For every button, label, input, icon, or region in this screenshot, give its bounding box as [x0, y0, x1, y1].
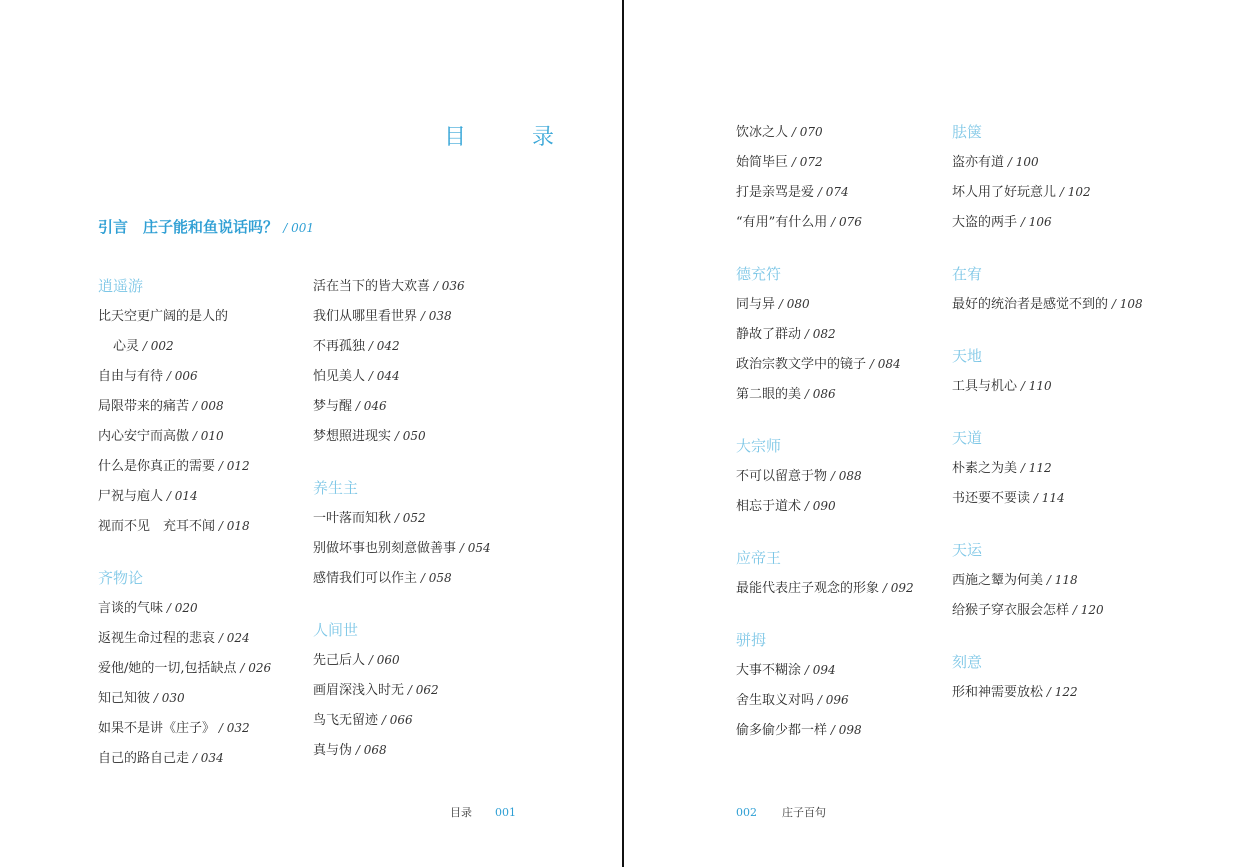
entry-page-number: / 090	[801, 499, 836, 513]
toc-entry[interactable]	[952, 677, 1143, 707]
entry-page-number: / 002	[139, 339, 174, 353]
entry-title: 真与伪	[313, 743, 353, 758]
entry-title: 比天空更广阔的是人的	[98, 309, 229, 324]
footer-label: 庄子百句	[782, 806, 826, 819]
page-title: 目 录	[444, 125, 577, 150]
entry-page-number: / 096	[814, 693, 849, 707]
entry-page-number: / 060	[365, 653, 400, 667]
entry-page-number: / 036	[430, 279, 465, 293]
footer-page-number: 001	[495, 806, 516, 819]
entry-title: 最好的统治者是感觉不到的	[952, 297, 1109, 312]
toc-entry[interactable]	[736, 289, 914, 319]
entry-title: 工具与机心	[952, 379, 1018, 394]
toc-entry[interactable]	[313, 735, 491, 765]
entry-title: 感情我们可以作主	[313, 571, 418, 586]
toc-section	[313, 271, 491, 451]
toc-entry[interactable]	[736, 349, 914, 379]
entry-title: 梦与醒	[313, 399, 353, 414]
toc-entry[interactable]	[313, 705, 491, 735]
entry-page-number: / 030	[150, 691, 185, 705]
entry-title: 静故了群动	[736, 327, 802, 342]
section-title[interactable]: 养生主	[313, 479, 359, 497]
left-page	[0, 0, 622, 867]
toc-entry[interactable]	[736, 715, 914, 745]
entry-title: 尸祝与庖人	[98, 489, 164, 504]
entry-page-number: / 108	[1108, 297, 1143, 311]
toc-entry[interactable]	[313, 675, 491, 705]
entry-title: 先己后人	[313, 653, 366, 668]
toc-entry[interactable]	[98, 391, 271, 421]
section-spacer	[736, 409, 914, 431]
toc-entry[interactable]	[736, 117, 914, 147]
toc-entry[interactable]	[736, 491, 914, 521]
entry-page-number: / 038	[417, 309, 452, 323]
entry-title: 画眉深浅入时无	[313, 683, 405, 698]
toc-entry[interactable]	[736, 655, 914, 685]
entry-title: 言谈的气味	[98, 601, 164, 616]
left-footer	[450, 804, 516, 820]
toc-entry[interactable]	[98, 743, 271, 773]
right-page	[626, 0, 1249, 867]
entry-page-number: / 070	[788, 125, 823, 139]
entry-page-number: / 054	[456, 541, 491, 555]
entry-title: 怕见美人	[313, 369, 366, 384]
toc-entry[interactable]	[313, 271, 491, 301]
intro-entry[interactable]	[98, 216, 314, 237]
section-title[interactable]: 逍遥游	[98, 277, 144, 295]
toc-entry[interactable]	[952, 483, 1143, 513]
section-title[interactable]: 人间世	[313, 621, 359, 639]
entry-title: 坏人用了好玩意儿	[952, 185, 1057, 200]
toc-entry[interactable]	[313, 421, 491, 451]
intro-label: 引言 庄子能和鱼说话吗？	[98, 218, 279, 236]
toc-section	[952, 341, 1143, 401]
toc-entry[interactable]	[736, 573, 914, 603]
toc-entry[interactable]	[313, 645, 491, 675]
entry-page-number: / 086	[801, 387, 836, 401]
toc-entry[interactable]	[952, 453, 1143, 483]
entry-title: 鸟飞无留迹	[313, 713, 379, 728]
entry-page-number: / 046	[352, 399, 387, 413]
left-column-1	[98, 271, 271, 773]
entry-title: 如果不是讲《庄子》	[98, 721, 216, 736]
entry-page-number: / 110	[1017, 379, 1052, 393]
entry-page-number: / 114	[1030, 491, 1065, 505]
toc-entry[interactable]	[736, 319, 914, 349]
toc-entry[interactable]	[98, 301, 271, 331]
entry-page-number: / 024	[215, 631, 250, 645]
entry-page-number: / 100	[1004, 155, 1039, 169]
entry-title: 政治宗教文学中的镜子	[736, 357, 867, 372]
section-spacer	[952, 625, 1143, 647]
entry-title: 内心安宁而高傲	[98, 429, 190, 444]
toc-entry[interactable]	[98, 421, 271, 451]
entry-title: 同与异	[736, 297, 776, 312]
entry-title: 知己知彼	[98, 691, 151, 706]
entry-page-number: / 050	[391, 429, 426, 443]
entry-page-number: / 098	[827, 723, 862, 737]
section-title[interactable]: 胠箧	[952, 123, 983, 141]
entry-title: 盗亦有道	[952, 155, 1005, 170]
entry-title: 不可以留意于物	[736, 469, 828, 484]
entry-page-number: / 006	[163, 369, 198, 383]
toc-entry[interactable]	[98, 511, 271, 541]
entry-page-number: / 072	[788, 155, 823, 169]
entry-title: 返视生命过程的悲哀	[98, 631, 216, 646]
entry-page-number: / 018	[215, 519, 250, 533]
entry-title: 最能代表庄子观念的形象	[736, 581, 880, 596]
section-spacer	[952, 319, 1143, 341]
entry-title: 不再孤独	[313, 339, 366, 354]
section-title[interactable]: 齐物论	[98, 569, 144, 587]
entry-title: 大盗的两手	[952, 215, 1018, 230]
toc-entry[interactable]	[736, 685, 914, 715]
toc-entry[interactable]	[736, 147, 914, 177]
toc-section	[736, 259, 914, 409]
entry-title: 一叶落而知秋	[313, 511, 392, 526]
toc-entry[interactable]	[98, 593, 271, 623]
entry-page-number: / 010	[189, 429, 224, 443]
toc-section	[952, 117, 1143, 237]
section-title[interactable]: 骈拇	[736, 631, 767, 649]
section-title[interactable]: 应帝王	[736, 549, 782, 567]
toc-section	[313, 615, 491, 765]
toc-entry[interactable]	[98, 683, 271, 713]
entry-title: 别做坏事也别刻意做善事	[313, 541, 457, 556]
entry-title: 偷多偷少都一样	[736, 723, 828, 738]
book-spine-divider	[622, 0, 624, 867]
footer-page-number: 002	[736, 806, 757, 819]
section-spacer	[736, 521, 914, 543]
entry-title: 书还要不要读	[952, 491, 1031, 506]
toc-entry[interactable]	[313, 503, 491, 533]
entry-title: 大事不糊涂	[736, 663, 802, 678]
entry-page-number: / 076	[827, 215, 862, 229]
section-title[interactable]: 大宗师	[736, 437, 782, 455]
entry-page-number: / 026	[236, 661, 272, 675]
toc-entry[interactable]	[952, 207, 1143, 237]
entry-title: 什么是你真正的需要	[98, 459, 216, 474]
section-spacer	[736, 603, 914, 625]
entry-page-number: / 094	[801, 663, 836, 677]
entry-title: “有用”有什么用	[736, 215, 828, 230]
entry-page-number: / 074	[814, 185, 849, 199]
entry-page-number: / 102	[1056, 185, 1091, 199]
entry-page-number: / 068	[352, 743, 387, 757]
toc-entry[interactable]	[313, 361, 491, 391]
entry-title: 饮冰之人	[736, 125, 789, 140]
entry-title: 我们从哪里看世界	[313, 309, 418, 324]
toc-entry[interactable]	[98, 481, 271, 511]
toc-entry[interactable]	[98, 331, 271, 361]
right-column-2	[952, 117, 1143, 707]
left-column-2	[313, 271, 491, 765]
toc-entry[interactable]	[952, 565, 1143, 595]
section-spacer	[98, 541, 271, 563]
entry-title: 始简毕巨	[736, 155, 789, 170]
entry-page-number: / 082	[801, 327, 836, 341]
right-footer	[736, 804, 826, 820]
entry-title: 局限带来的痛苦	[98, 399, 190, 414]
entry-page-number: / 008	[189, 399, 224, 413]
entry-title: 朴素之为美	[952, 461, 1018, 476]
toc-section	[952, 259, 1143, 319]
section-title[interactable]: 天地	[952, 347, 983, 365]
toc-section	[313, 473, 491, 593]
section-spacer	[313, 593, 491, 615]
toc-entry[interactable]	[313, 331, 491, 361]
toc-section	[736, 625, 914, 745]
toc-entry[interactable]	[313, 301, 491, 331]
toc-entry[interactable]	[98, 451, 271, 481]
toc-entry[interactable]	[313, 533, 491, 563]
entry-title: 爱他/她的一切,包括缺点	[98, 661, 237, 676]
entry-title: 自己的路自己走	[98, 751, 190, 766]
toc-section	[736, 543, 914, 603]
section-spacer	[952, 401, 1143, 423]
toc-section	[736, 431, 914, 521]
toc-entry[interactable]	[952, 371, 1143, 401]
toc-section	[736, 117, 914, 237]
entry-page-number: / 044	[365, 369, 400, 383]
entry-page-number: / 122	[1043, 685, 1078, 699]
toc-entry[interactable]	[952, 147, 1143, 177]
toc-entry[interactable]	[736, 207, 914, 237]
toc-entry[interactable]	[952, 177, 1143, 207]
entry-page-number: / 058	[417, 571, 452, 585]
entry-title: 打是亲骂是爱	[736, 185, 815, 200]
entry-title: 梦想照进现实	[313, 429, 392, 444]
entry-page-number: / 052	[391, 511, 426, 525]
toc-entry[interactable]	[952, 595, 1143, 625]
entry-title: 第二眼的美	[736, 387, 802, 402]
section-spacer	[313, 451, 491, 473]
entry-title: 视而不见 充耳不闻	[98, 519, 216, 534]
entry-title: 给猴子穿衣服会怎样	[952, 603, 1070, 618]
toc-entry[interactable]	[313, 563, 491, 593]
toc-entry[interactable]	[313, 391, 491, 421]
entry-page-number: / 084	[866, 357, 901, 371]
section-title[interactable]: 在宥	[952, 265, 983, 283]
section-title[interactable]: 天运	[952, 541, 983, 559]
entry-title: 形和神需要放松	[952, 685, 1044, 700]
toc-entry[interactable]	[736, 177, 914, 207]
toc-section	[952, 647, 1143, 707]
toc-entry[interactable]	[736, 461, 914, 491]
toc-section	[98, 563, 271, 773]
entry-page-number: / 106	[1017, 215, 1052, 229]
section-spacer	[952, 513, 1143, 535]
entry-page-number: / 120	[1069, 603, 1104, 617]
toc-entry[interactable]	[98, 361, 271, 391]
entry-title: 舍生取义对吗	[736, 693, 815, 708]
entry-page-number: / 088	[827, 469, 862, 483]
toc-entry[interactable]	[736, 379, 914, 409]
toc-section	[952, 423, 1143, 513]
entry-page-number: / 012	[215, 459, 250, 473]
entry-page-number: / 020	[163, 601, 198, 615]
intro-page-number: / 001	[283, 221, 315, 235]
toc-entry[interactable]	[98, 623, 271, 653]
entry-title: 相忘于道术	[736, 499, 802, 514]
toc-section	[98, 271, 271, 541]
section-title[interactable]: 德充符	[736, 265, 782, 283]
section-title[interactable]: 天道	[952, 429, 983, 447]
entry-page-number: / 014	[163, 489, 198, 503]
entry-page-number: / 112	[1017, 461, 1052, 475]
section-title[interactable]: 刻意	[952, 653, 983, 671]
footer-label: 目录	[450, 806, 472, 819]
section-spacer	[736, 237, 914, 259]
entry-title: 自由与有待	[98, 369, 164, 384]
toc-entry[interactable]	[98, 713, 271, 743]
section-spacer	[952, 237, 1143, 259]
entry-page-number: / 034	[189, 751, 224, 765]
right-column-1	[736, 117, 914, 745]
entry-page-number: / 032	[215, 721, 250, 735]
entry-page-number: / 092	[879, 581, 914, 595]
entry-title: 西施之颦为何美	[952, 573, 1044, 588]
entry-page-number: / 042	[365, 339, 400, 353]
entry-title: 心灵	[113, 339, 140, 354]
entry-page-number: / 118	[1043, 573, 1078, 587]
toc-section	[952, 535, 1143, 625]
toc-entry[interactable]	[952, 289, 1143, 319]
entry-page-number: / 062	[404, 683, 439, 697]
entry-page-number: / 080	[775, 297, 810, 311]
entry-page-number: / 066	[378, 713, 413, 727]
toc-entry[interactable]	[98, 653, 271, 683]
entry-title: 活在当下的皆大欢喜	[313, 279, 431, 294]
